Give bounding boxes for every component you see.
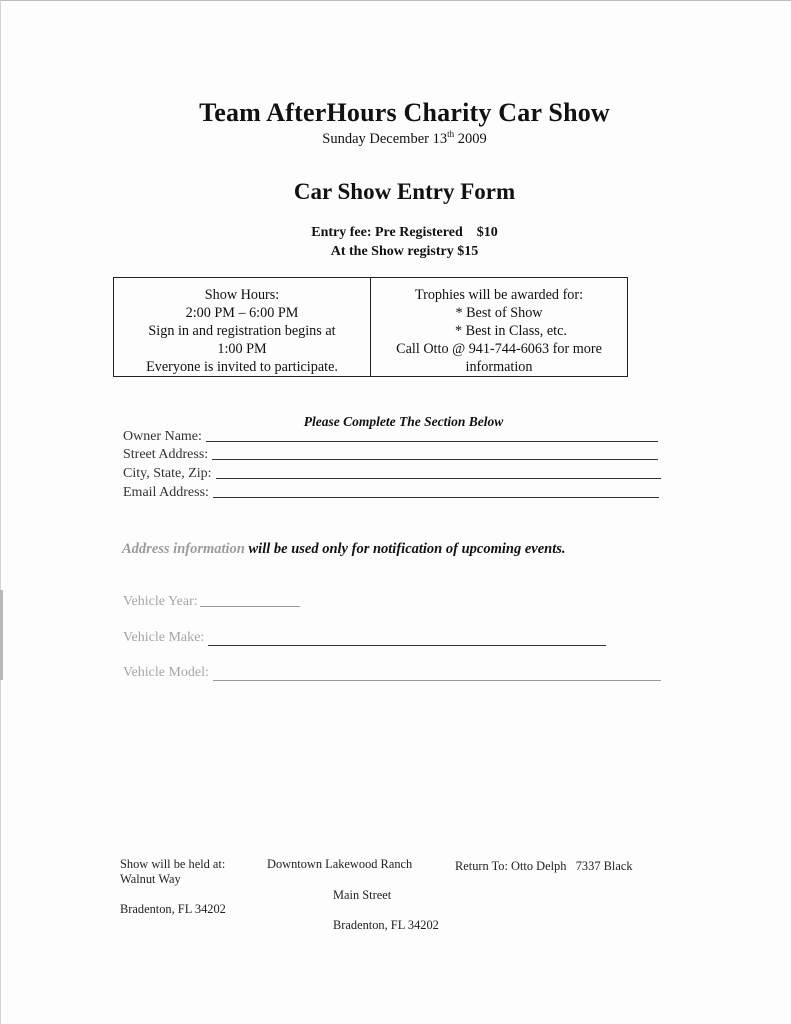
street-address-field[interactable] — [123, 447, 658, 463]
entry-fee-preregistered: Entry fee: Pre Registered $10 — [311, 225, 498, 240]
vehicle-year-line[interactable] — [200, 605, 300, 607]
email-address-line[interactable] — [213, 496, 659, 498]
email-address-field[interactable] — [123, 485, 659, 501]
trophies-heading: Trophies will be awarded for: — [414, 287, 584, 303]
registration-time: 1:00 PM — [217, 341, 267, 357]
owner-name-label: Owner Name: — [123, 429, 202, 444]
show-hours-cell — [114, 278, 370, 376]
entry-fee-at-show: At the Show registry $15 — [330, 244, 479, 259]
show-hours-time: 2:00 PM – 6:00 PM — [185, 305, 299, 321]
vehicle-model-label: Vehicle Model: — [123, 665, 209, 680]
street-address-line[interactable] — [212, 458, 658, 460]
trophy-best-of-show: * Best of Show — [455, 305, 543, 321]
contact-note: Call Otto @ 941-744-6063 for more — [396, 341, 602, 357]
page-title: Team AfterHours Charity Car Show — [199, 98, 610, 127]
venue-street: Main Street — [333, 888, 392, 902]
vehicle-model-field[interactable] — [123, 665, 661, 681]
city-state-zip-line[interactable] — [216, 477, 661, 479]
vehicle-make-line[interactable] — [208, 644, 606, 646]
held-at-label: Show will be held at: — [120, 857, 226, 871]
contact-note-end: information — [465, 359, 533, 375]
street-address-label: Street Address: — [123, 447, 209, 462]
privacy-notice — [122, 541, 566, 558]
section-heading: Please Complete The Section Below — [303, 414, 504, 429]
venue-name: Downtown Lakewood Ranch — [267, 857, 413, 871]
scan-artifact — [0, 590, 3, 680]
owner-name-line[interactable] — [206, 440, 658, 442]
return-to: Return To: Otto Delph 7337 Black — [455, 859, 633, 873]
event-date: Sunday December 13th 2009 — [322, 129, 487, 147]
city-state-zip-label: City, State, Zip: — [123, 466, 212, 481]
privacy-notice-rest: will be used only for notification of upcoming events. — [244, 541, 566, 557]
vehicle-make-label: Vehicle Make: — [123, 630, 205, 645]
return-address-city: Bradenton, FL 34202 — [120, 902, 226, 916]
trophy-best-in-class: * Best in Class, etc. — [455, 323, 567, 339]
owner-name-field[interactable] — [123, 429, 658, 445]
show-hours-heading: Show Hours: — [204, 287, 280, 303]
privacy-notice-faded: Address information — [122, 541, 245, 557]
form-title: Car Show Entry Form — [293, 179, 516, 204]
city-state-zip-field[interactable] — [123, 466, 661, 482]
vehicle-year-label: Vehicle Year: — [123, 594, 198, 609]
invitation-note: Everyone is invited to participate. — [146, 359, 338, 375]
return-address-street: Walnut Way — [120, 872, 181, 886]
vehicle-year-field[interactable] — [123, 594, 300, 610]
registration-note: Sign in and registration begins at — [148, 323, 336, 339]
vehicle-make-field[interactable] — [123, 630, 606, 646]
trophies-cell — [370, 278, 627, 376]
venue-city: Bradenton, FL 34202 — [333, 918, 439, 932]
vehicle-model-line[interactable] — [213, 679, 661, 681]
email-address-label: Email Address: — [123, 485, 209, 500]
info-table — [113, 277, 628, 377]
